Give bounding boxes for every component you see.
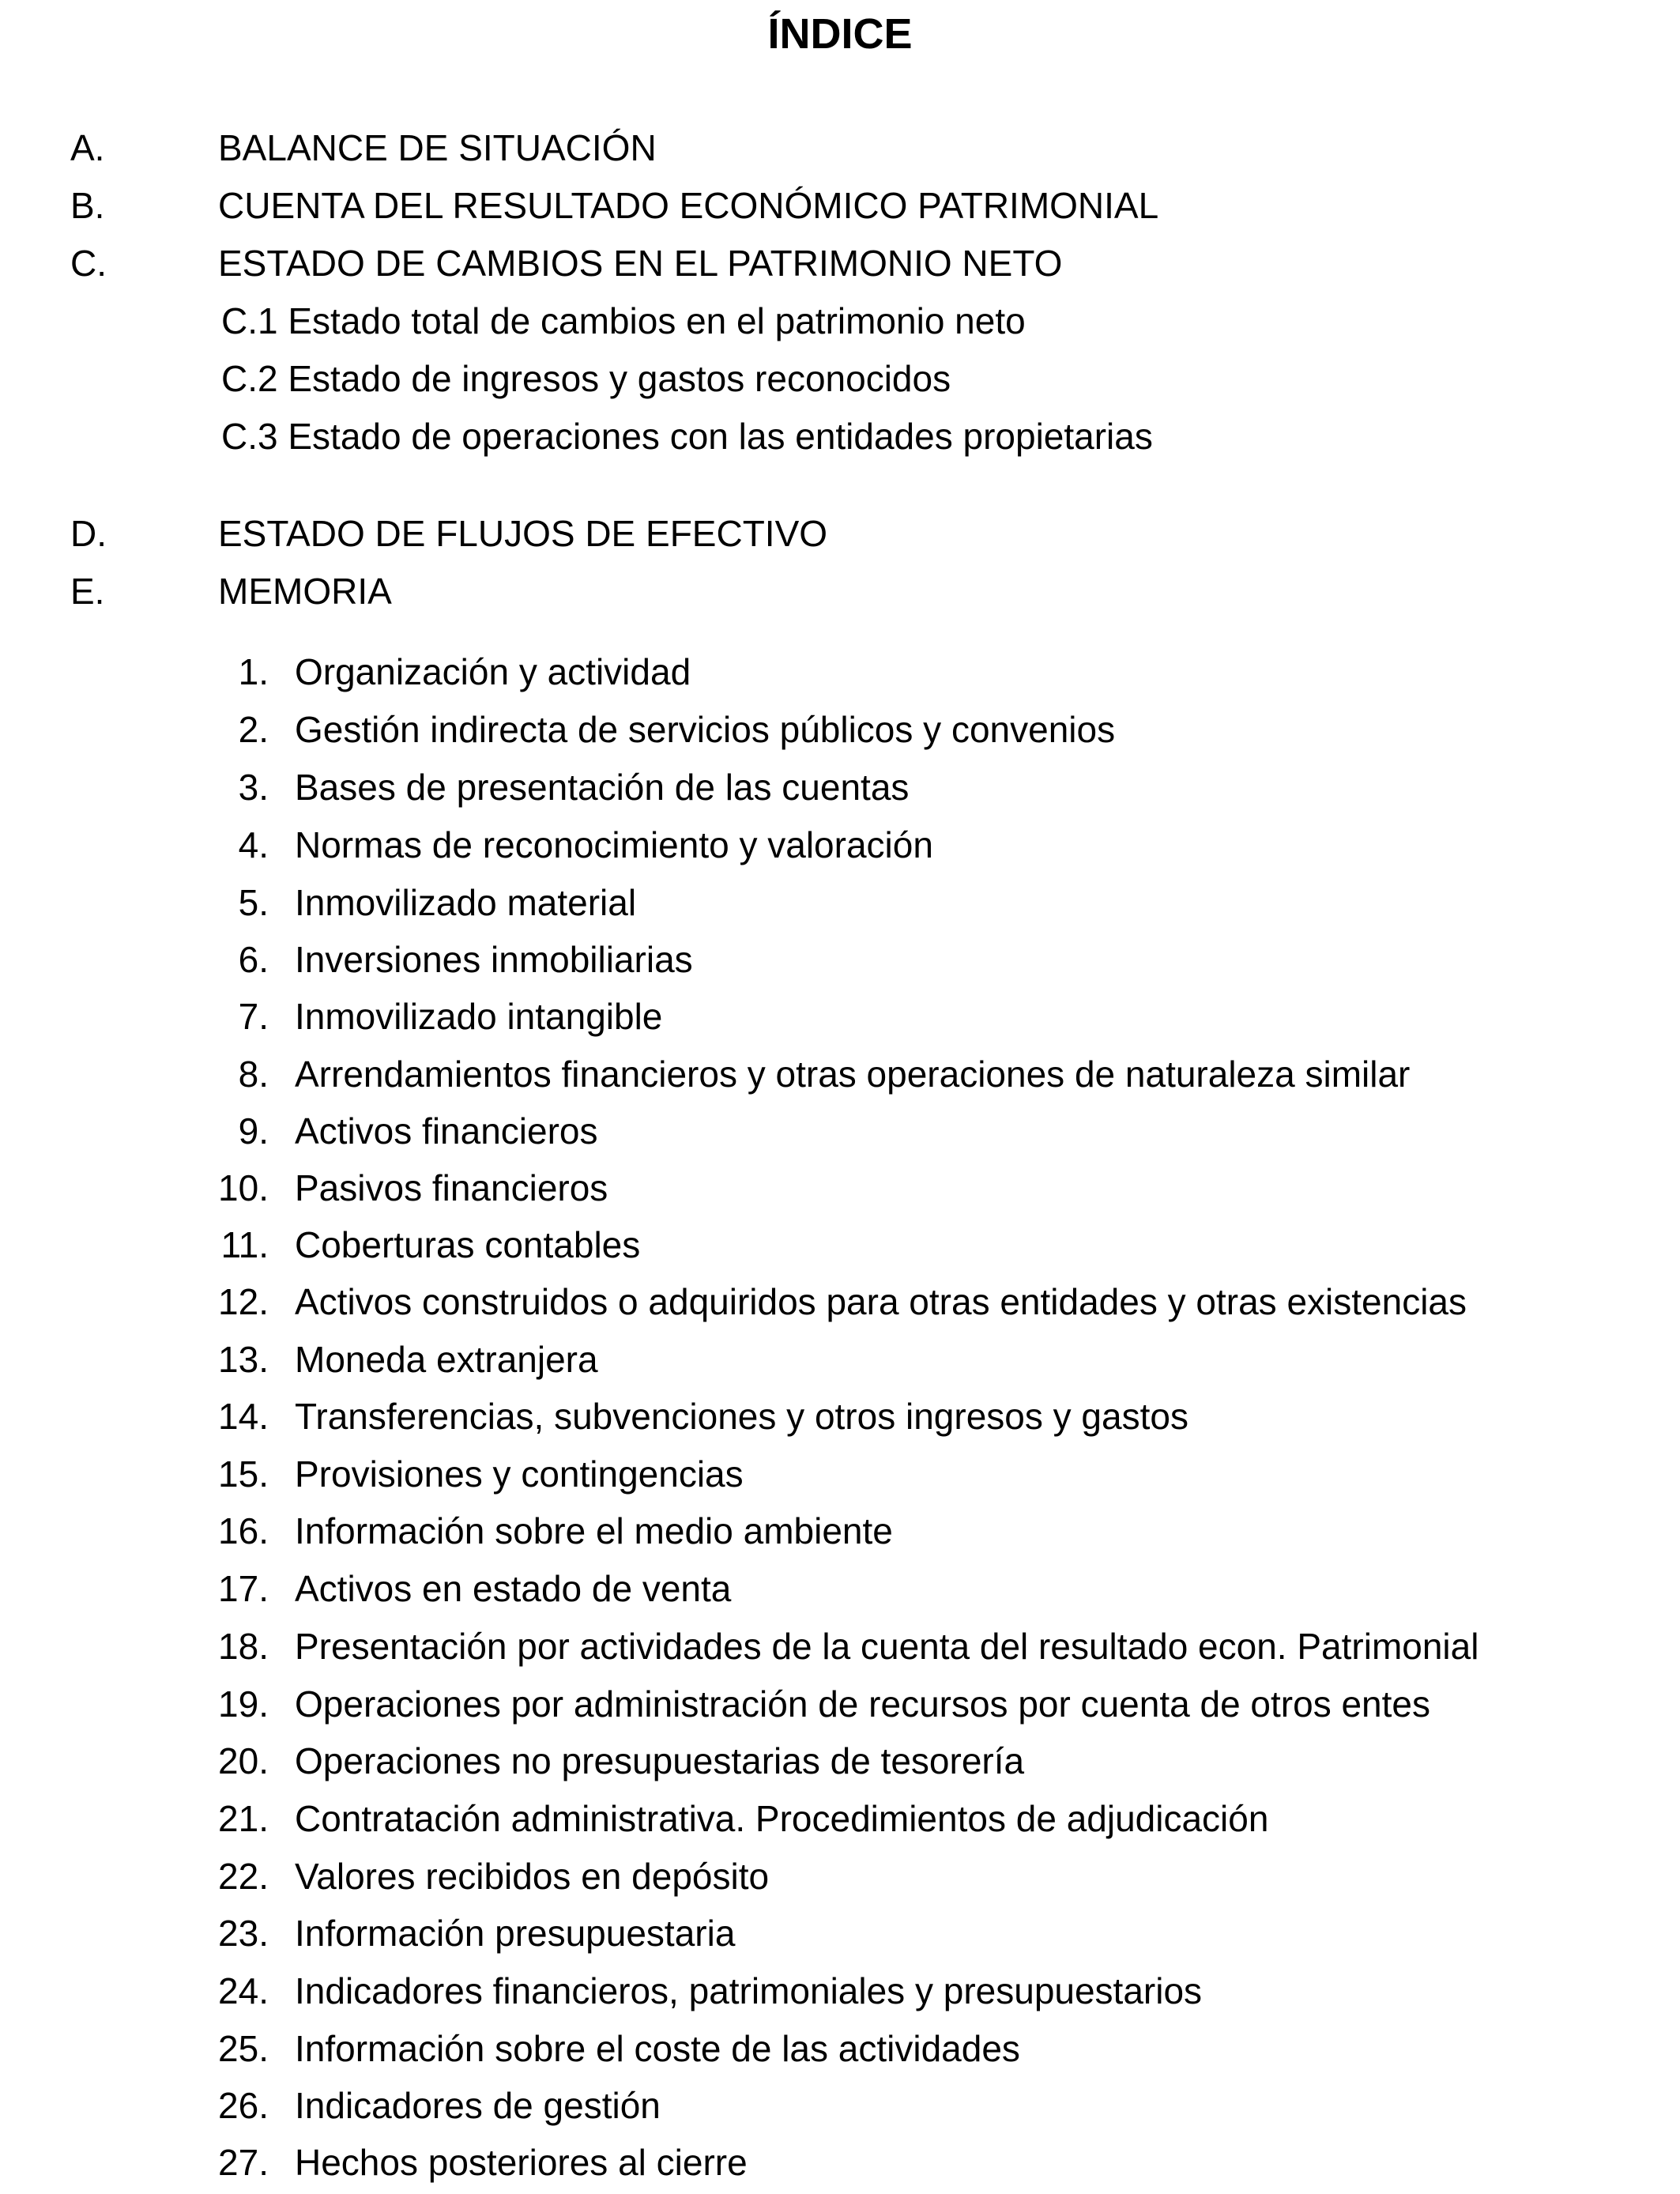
item-label: Transferencias, subvenciones y otros ingresos y gastos xyxy=(295,1396,1188,1437)
page-title: ÍNDICE xyxy=(767,10,913,58)
item-number: 14. xyxy=(218,1396,269,1437)
section-letter: D. xyxy=(70,513,107,554)
section-letter: A. xyxy=(70,127,105,168)
item-label: Operaciones no presupuestarias de tesorería xyxy=(295,1740,1025,1781)
item-label: Información presupuestaria xyxy=(295,1913,736,1954)
item-number: 8. xyxy=(238,1054,269,1095)
item-label: Indicadores de gestión xyxy=(295,2085,661,2126)
item-number: 1. xyxy=(238,651,269,692)
item-number: 6. xyxy=(238,939,269,980)
item-label: Coberturas contables xyxy=(295,1224,641,1265)
item-label: Valores recibidos en depósito xyxy=(295,1856,770,1897)
item-label: Información sobre el medio ambiente xyxy=(295,1510,893,1551)
item-label: Bases de presentación de las cuentas xyxy=(295,767,910,808)
item-number: 21. xyxy=(218,1798,269,1839)
section-label: ESTADO DE FLUJOS DE EFECTIVO xyxy=(218,513,828,554)
item-number: 2. xyxy=(238,709,269,750)
item-number: 9. xyxy=(238,1110,269,1152)
item-number: 24. xyxy=(218,1970,269,2011)
section-label: BALANCE DE SITUACIÓN xyxy=(218,127,657,168)
item-number: 20. xyxy=(218,1740,269,1781)
item-number: 5. xyxy=(238,882,269,923)
item-number: 4. xyxy=(238,824,269,865)
item-label: Contratación administrativa. Procedimientos de adjudicación xyxy=(295,1798,1269,1839)
item-number: 13. xyxy=(218,1339,269,1380)
item-label: Inversiones inmobiliarias xyxy=(295,939,693,980)
section-letter: B. xyxy=(70,185,105,226)
section-letter: E. xyxy=(70,571,105,612)
item-label: Indicadores financieros, patrimoniales y presupuestarios xyxy=(295,1970,1203,2011)
item-label: Normas de reconocimiento y valoración xyxy=(295,824,933,865)
item-label: Activos financieros xyxy=(295,1110,598,1152)
toc-subsection: C.1 Estado total de cambios en el patrimonio neto xyxy=(221,300,1026,341)
item-number: 25. xyxy=(218,2028,269,2069)
item-number: 18. xyxy=(218,1626,269,1667)
toc-subsection: C.2 Estado de ingresos y gastos reconocidos xyxy=(221,358,951,399)
item-number: 10. xyxy=(218,1167,269,1208)
item-label: Organización y actividad xyxy=(295,651,691,692)
item-number: 7. xyxy=(238,996,269,1037)
item-label: Activos en estado de venta xyxy=(295,1568,732,1609)
item-label: Activos construidos o adquiridos para otras entidades y otras existencias xyxy=(295,1281,1467,1322)
item-number: 17. xyxy=(218,1568,269,1609)
item-number: 12. xyxy=(218,1281,269,1322)
item-label: Inmovilizado material xyxy=(295,882,637,923)
section-label: CUENTA DEL RESULTADO ECONÓMICO PATRIMONIAL xyxy=(218,185,1159,226)
section-label: ESTADO DE CAMBIOS EN EL PATRIMONIO NETO xyxy=(218,243,1063,284)
toc-subsection: C.3 Estado de operaciones con las entidades propietarias xyxy=(221,416,1153,457)
item-label: Arrendamientos financieros y otras operaciones de naturaleza similar xyxy=(295,1054,1411,1095)
section-letter: C. xyxy=(70,243,107,284)
item-label: Moneda extranjera xyxy=(295,1339,598,1380)
item-label: Gestión indirecta de servicios públicos y convenios xyxy=(295,709,1116,750)
item-number: 19. xyxy=(218,1683,269,1725)
item-number: 16. xyxy=(218,1510,269,1551)
item-number: 23. xyxy=(218,1913,269,1954)
item-label: Inmovilizado intangible xyxy=(295,996,663,1037)
item-number: 22. xyxy=(218,1856,269,1897)
item-number: 3. xyxy=(238,767,269,808)
item-label: Pasivos financieros xyxy=(295,1167,608,1208)
item-number: 15. xyxy=(218,1453,269,1495)
item-label: Presentación por actividades de la cuenta del resultado econ. Patrimonial xyxy=(295,1626,1479,1667)
item-label: Provisiones y contingencias xyxy=(295,1453,744,1495)
item-label: Operaciones por administración de recursos por cuenta de otros entes xyxy=(295,1683,1431,1725)
item-label: Hechos posteriores al cierre xyxy=(295,2142,748,2183)
section-label: MEMORIA xyxy=(218,571,392,612)
item-number: 11. xyxy=(220,1224,269,1265)
item-number: 27. xyxy=(218,2142,269,2183)
item-number: 26. xyxy=(218,2085,269,2126)
item-label: Información sobre el coste de las actividades xyxy=(295,2028,1020,2069)
